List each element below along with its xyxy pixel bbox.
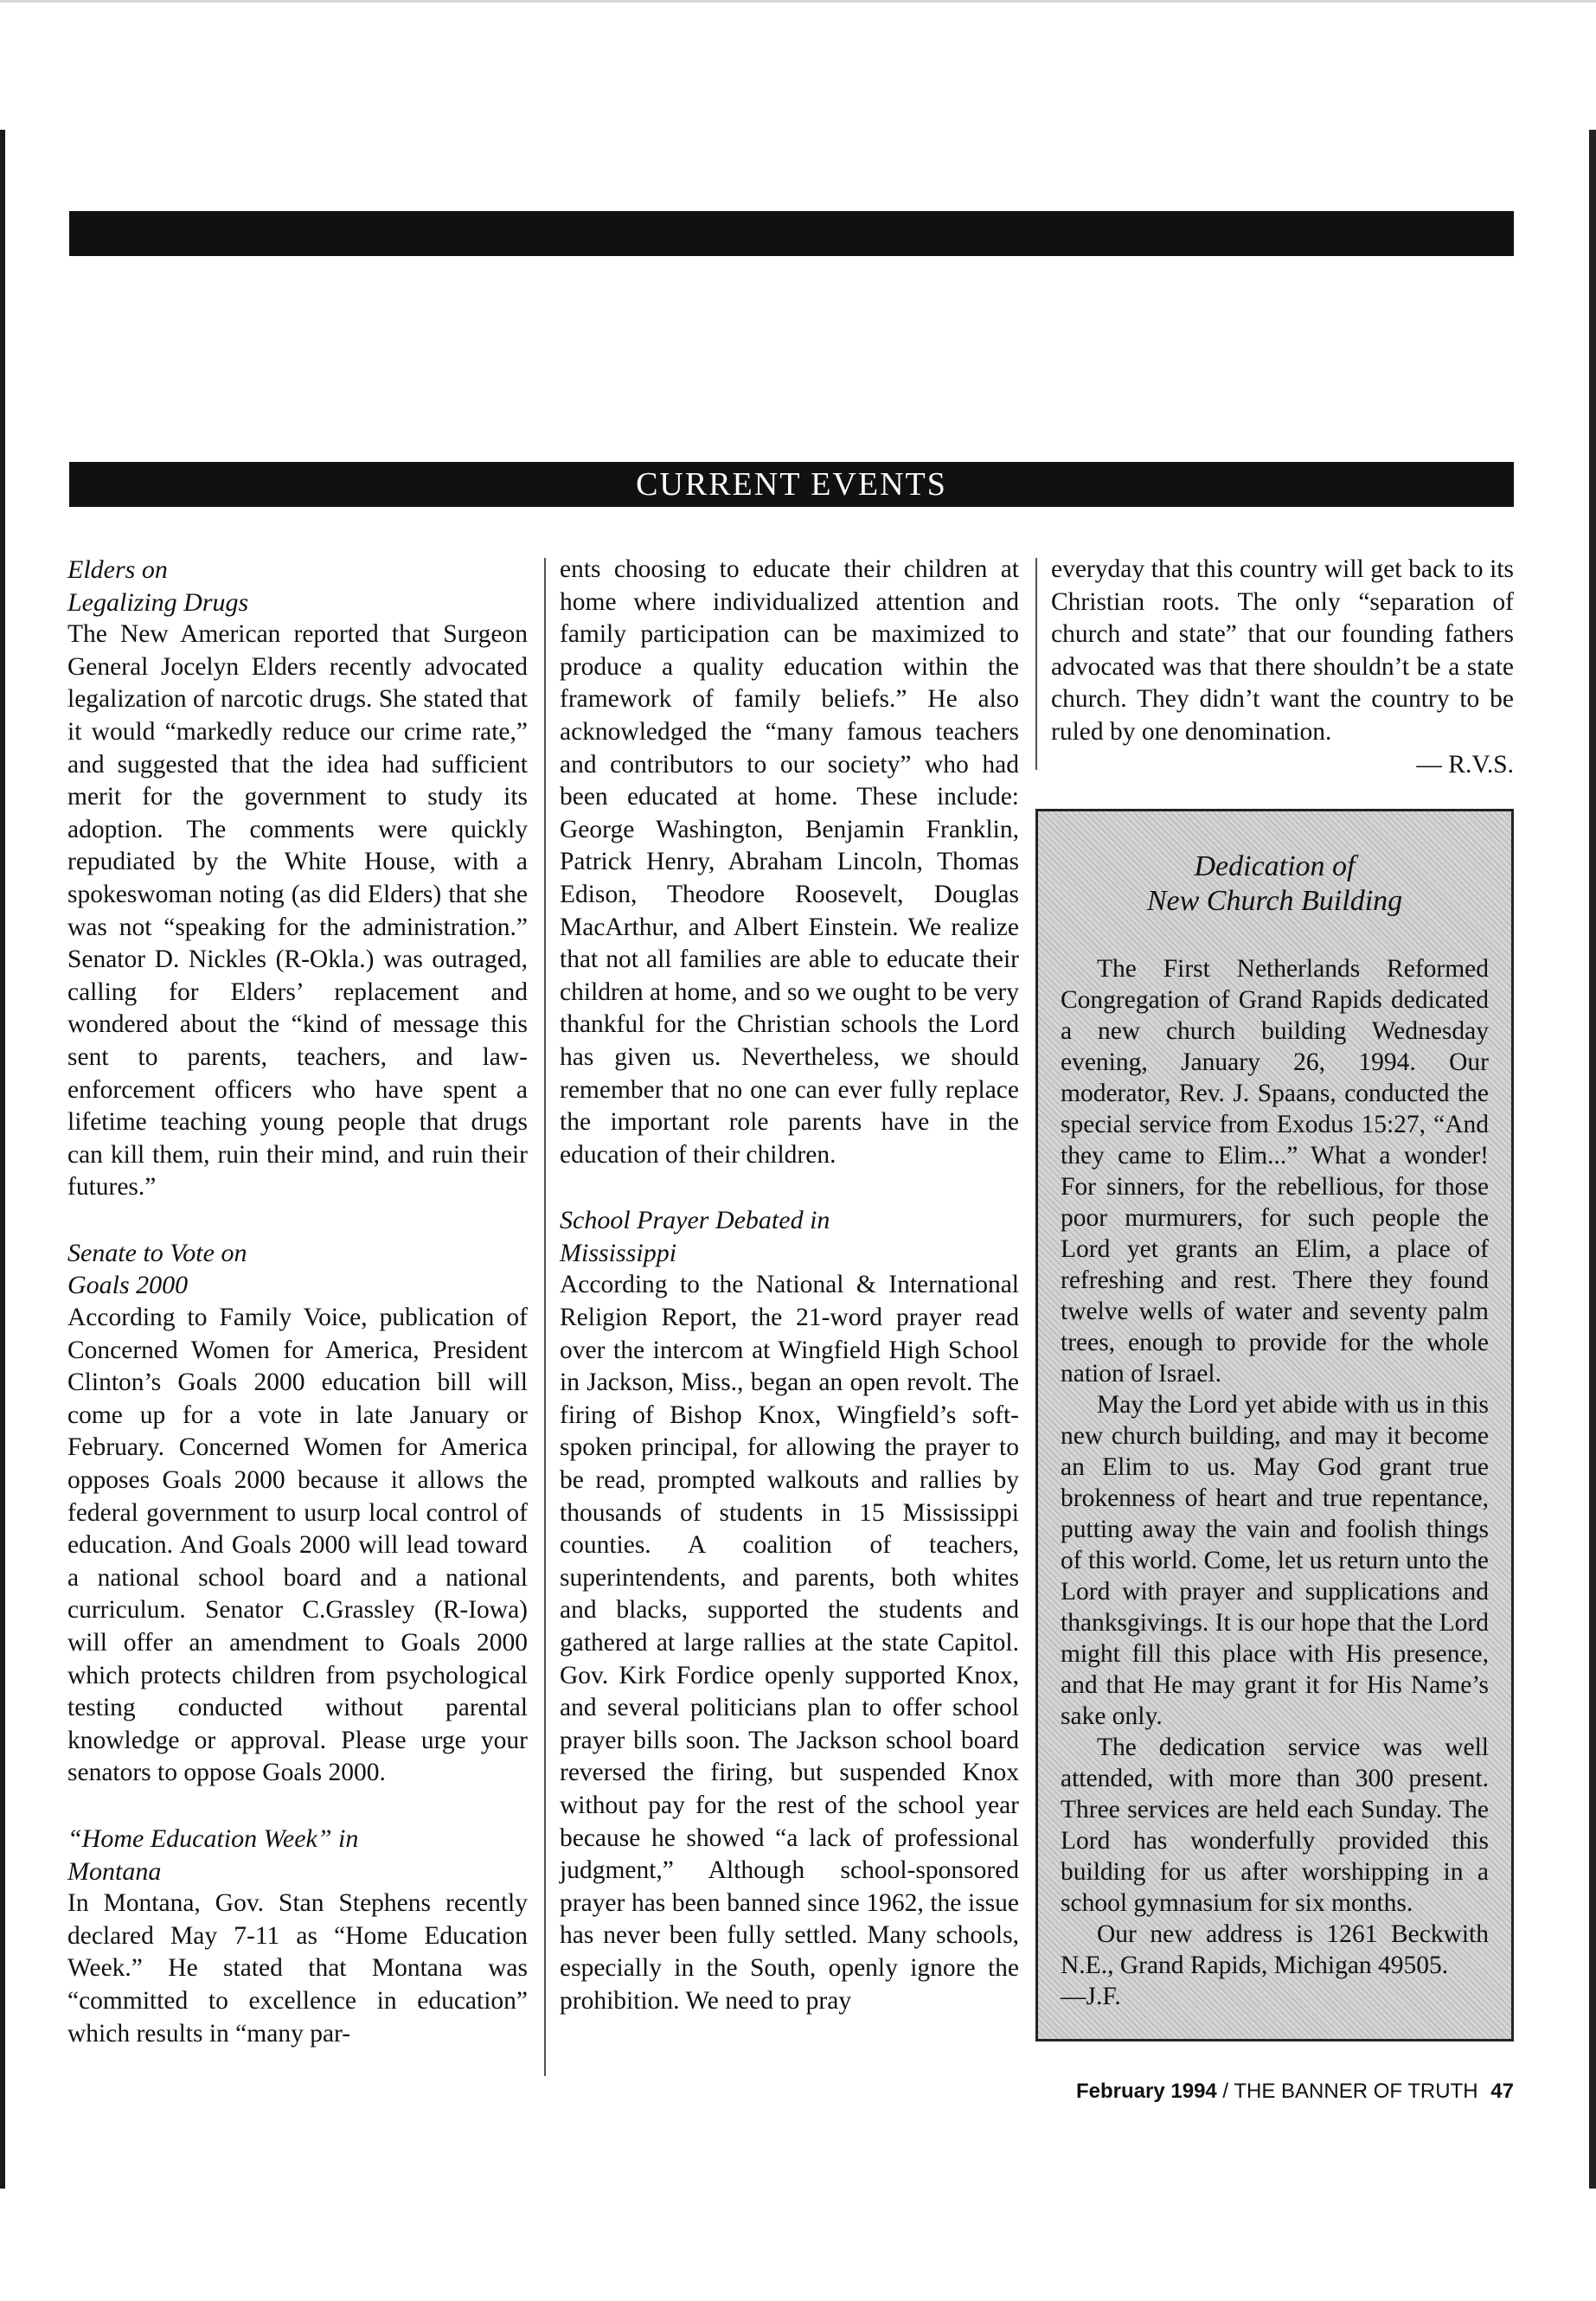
box-title-line2: New Church Building	[1146, 885, 1403, 917]
box-paragraph-3: The dedication service was well attended, with more than 300 present. Three services are held each Sunday. The Lord has wonderfully provided this building for us after worshipping in a school gymnasium for six months.	[1061, 1734, 1489, 1917]
heading-senate-vote: Senate to Vote on Goals 2000	[67, 1238, 247, 1300]
heading-elders: Elders on Legalizing Drugs	[67, 555, 249, 617]
column-3	[1051, 554, 1514, 781]
signature-rvs: — R.V.S.	[1416, 750, 1514, 779]
signature-jf: —J.F.	[1061, 1983, 1121, 2010]
article-school-prayer-cont: everyday that this country will get back to its Christian roots. The only “separation of church and state” that our founding fathers advocated was that there shouldn’t be a state church. They didn’t want the country to be ruled by one denomination.	[1051, 555, 1514, 746]
article-elders: The New American reported that Surgeon General Jocelyn Elders recently advocated legalization of narcotic drugs. She stated that it would “markedly reduce our crime rate,” and suggested that the idea had sufficient merit for the government to study its adoption. The comments were quickly repudiated by the White House, with a spokeswoman noting (as did Elders) that she was not “speaking for the administration.” Senator D. Nickles (R-Okla.) was outraged, calling for Elders’ replacement and wondered about the “kind of message this sent to parents, teachers, and law-enforcement officers who have spent a lifetime teaching young people that drugs can kill them, ruin their mind, and ruin their futures.”	[67, 620, 528, 1202]
section-title-band	[69, 462, 1514, 507]
box-title-line1: Dedication of	[1194, 850, 1356, 882]
header-band	[69, 211, 1514, 256]
article-home-education-cont: ents choosing to educate their children at home where individualized attention and family participation can be maximized to produce a quality education within the framework of family beliefs.” He also acknowledged the “many famous teachers and contributors to our society” who had been educated at home. These include: George Washington, Benjamin Franklin, Patrick Henry, Abraham Lincoln, Thomas Edison, Theodore Roosevelt, Douglas MacArthur, and Albert Einstein. We realize that not all families are able to educate their children at home, and so we ought to be very thankful for the Christian schools the Lord has given us. Nevertheless, we should remember that no one can ever fully replace the important role parents have in the education of their children.	[560, 555, 1019, 1169]
column-1	[67, 554, 528, 2050]
column-divider-1	[544, 558, 546, 2076]
left-page-edge	[0, 130, 5, 2189]
box-paragraph-2: May the Lord yet abide with us in this new church building, and may it become an Elim to us. May God grant true brokenness of heart and true repentance, putting away the vain and foolish things of this world. Come, let us return unto the Lord with prayer and supplications and thanksgivings. It is our hope that the Lord might fill this place with His presence, and that He may grant it for His Name’s sake only.	[1061, 1391, 1489, 1730]
footer-page-number: 47	[1490, 2080, 1514, 2103]
column-divider-2	[1035, 558, 1037, 770]
heading-home-education: “Home Education Week” in Montana	[67, 1823, 359, 1886]
footer-publication: THE BANNER OF TRUTH	[1234, 2080, 1478, 2103]
column-2	[560, 554, 1019, 2017]
box-title	[1061, 849, 1489, 919]
heading-school-prayer: School Prayer Debated in Mississippi	[560, 1206, 830, 1267]
article-senate-vote: According to Family Voice, publication of Concerned Women for America, President Clinton’s Goals 2000 education bill will come up for a vote in late January or February. Concerned Women for America opposes Goals 2000 because it allows the federal government to usurp local control of education. And Goals 2000 will lead toward a national school board and a national curriculum. Senator C.Grassley (R-Iowa) will offer an amendment to Goals 2000 which protects children from psychological testing conducted without parental knowledge or approval. Please urge your senators to oppose Goals 2000.	[67, 1304, 528, 1787]
footer-separator: /	[1216, 2080, 1234, 2103]
top-rule	[0, 0, 1596, 3]
box-paragraph-4: Our new address is 1261 Beckwith N.E., Grand Rapids, Michigan 49505.	[1061, 1920, 1489, 1979]
article-home-education: In Montana, Gov. Stan Stephens recently declared May 7-11 as “Home Education Week.” He stated that Montana was “committed to excellence in education” which results in “many par-	[67, 1889, 528, 2048]
article-school-prayer: According to the National & International Religion Report, the 21-word prayer read over the intercom at Wingfield High School in Jackson, Miss., began an open revolt. The firing of Bishop Knox, Wingfield’s soft-spoken principal, for allowing the prayer to be read, prompted walkouts and rallies by thousands of students in 15 Mississippi counties. A coalition of teachers, superintendents, and parents, both whites and blacks, supported the students and gathered at large rallies at the state Capitol. Gov. Kirk Fordice openly supported Knox, and several politicians plan to offer school prayer bills soon. The Jackson school board reversed the firing, but suspended Knox without pay for the rest of the school year because he showed “a lack of professional judgment,” Although school-sponsored prayer has been banned since 1962, the issue has never been fully settled. Many schools, especially in the South, openly ignore the prohibition. We need to pray	[560, 1271, 1019, 2015]
right-page-edge	[1589, 130, 1596, 2189]
page-footer	[1076, 2080, 1514, 2104]
footer-date: February 1994	[1076, 2080, 1217, 2103]
dedication-box	[1035, 809, 1514, 2041]
section-title: CURRENT EVENTS	[636, 466, 947, 503]
box-paragraph-1: The First Netherlands Reformed Congregation of Grand Rapids dedicated a new church building Wednesday evening, January 26, 1994. Our moderator, Rev. J. Spaans, conducted the special service from Exodus 15:27, “And they came to Elim...” What a wonder! For sinners, for the rebellious, for those poor murmurers, for such people the Lord yet grants an Elim, a place of refreshing and rest. There they found twelve wells of water and seventy palm trees, enough to provide for the whole nation of Israel.	[1061, 955, 1489, 1388]
